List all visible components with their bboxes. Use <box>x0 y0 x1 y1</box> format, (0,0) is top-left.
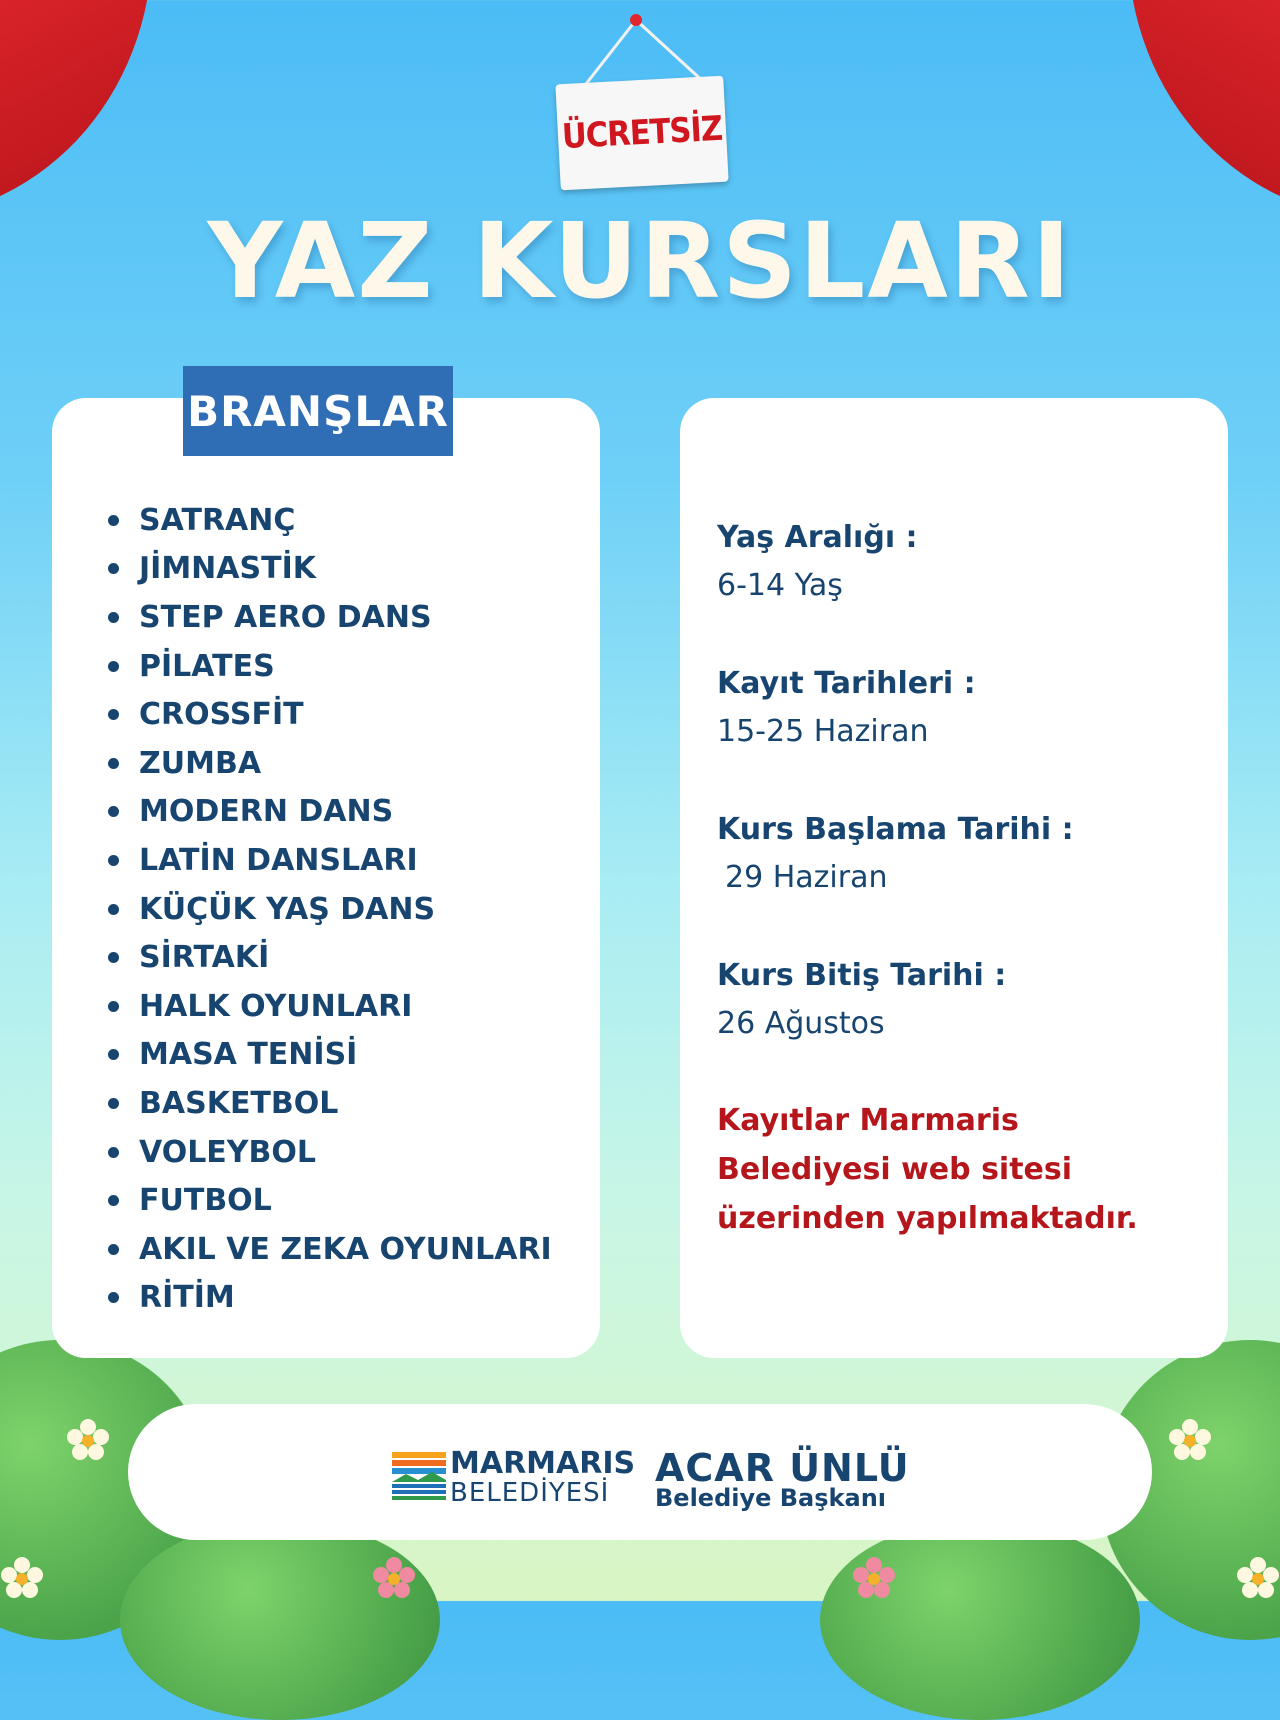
marmaris-logo-icon <box>392 1452 446 1502</box>
registration-block <box>717 660 976 756</box>
logo-name: MARMARIS <box>450 1446 636 1481</box>
branch-item <box>108 545 552 594</box>
right-curtain <box>1092 0 1280 217</box>
age-value: 6-14 Yaş <box>717 568 843 603</box>
bullet-icon <box>108 1147 119 1158</box>
bullet-icon <box>108 758 119 769</box>
branches-list <box>108 496 552 1322</box>
bullet-icon <box>108 709 119 720</box>
branch-item <box>108 836 552 885</box>
branches-header-label: BRANŞLAR <box>187 386 449 436</box>
branch-label: PİLATES <box>139 648 275 684</box>
flower-icon <box>372 1556 416 1600</box>
branch-item <box>108 642 552 691</box>
flower-icon <box>1168 1418 1212 1462</box>
logo-subtitle: BELEDİYESİ <box>450 1478 610 1508</box>
page-title: YAZ KURSLARI <box>207 200 1073 322</box>
branch-label: HALK OYUNLARI <box>139 988 413 1024</box>
branch-label: JİMNASTİK <box>139 551 316 587</box>
left-curtain <box>0 0 188 217</box>
end-block <box>717 952 1006 1048</box>
branch-item <box>108 1176 552 1225</box>
bullet-icon <box>108 1098 119 1109</box>
branch-label: VOLEYBOL <box>139 1134 317 1170</box>
branch-item <box>108 496 552 545</box>
registration-notice: Kayıtlar Marmaris Belediyesi web sitesi üzerinden yapılmaktadır. <box>717 1103 1138 1236</box>
mayor-title: Belediye Başkanı <box>655 1484 886 1512</box>
branch-item <box>108 690 552 739</box>
flower-icon <box>0 1556 44 1600</box>
bullet-icon <box>108 806 119 817</box>
bullet-icon <box>108 563 119 574</box>
bullet-icon <box>108 1195 119 1206</box>
bullet-icon <box>108 1292 119 1303</box>
branch-label: MASA TENİSİ <box>139 1037 358 1073</box>
bullet-icon <box>108 612 119 623</box>
branch-item <box>108 1225 552 1274</box>
bullet-icon <box>108 1244 119 1255</box>
branches-header <box>183 366 453 456</box>
branch-label: LATİN DANSLARI <box>139 842 418 878</box>
registration-label: Kayıt Tarihleri : <box>717 666 976 701</box>
branch-label: AKIL VE ZEKA OYUNLARI <box>139 1231 552 1267</box>
end-label: Kurs Bitiş Tarihi : <box>717 958 1007 993</box>
mayor-name: ACAR ÜNLÜ <box>655 1446 910 1490</box>
start-value: 29 Haziran <box>725 860 888 895</box>
branch-item <box>108 739 552 788</box>
start-label: Kurs Başlama Tarihi : <box>717 812 1074 847</box>
branch-label: KÜÇÜK YAŞ DANS <box>139 891 436 927</box>
branch-item <box>108 788 552 837</box>
branch-item <box>108 885 552 934</box>
age-label: Yaş Aralığı : <box>717 520 918 555</box>
branch-item <box>108 1031 552 1080</box>
branch-label: RİTİM <box>139 1280 235 1316</box>
branch-item <box>108 593 552 642</box>
branch-item <box>108 1128 552 1177</box>
branch-label: CROSSFİT <box>139 697 304 733</box>
registration-value: 15-25 Haziran <box>717 714 929 749</box>
branch-item <box>108 1274 552 1323</box>
branch-item <box>108 933 552 982</box>
branch-label: BASKETBOL <box>139 1085 339 1121</box>
end-value: 26 Ağustos <box>717 1006 885 1041</box>
branch-label: SATRANÇ <box>139 502 296 538</box>
flower-icon <box>1236 1556 1280 1600</box>
branch-label: FUTBOL <box>139 1183 272 1219</box>
start-block <box>717 806 1074 902</box>
branch-label: STEP AERO DANS <box>139 599 432 635</box>
bullet-icon <box>108 515 119 526</box>
branch-label: SİRTAKİ <box>139 940 270 976</box>
bullet-icon <box>108 1049 119 1060</box>
footer-banner <box>128 1404 1152 1540</box>
age-block <box>717 514 918 610</box>
bottom-bush-right <box>820 1520 1140 1720</box>
bullet-icon <box>108 1001 119 1012</box>
branch-label: ZUMBA <box>139 745 262 781</box>
branch-label: MODERN DANS <box>139 794 394 830</box>
free-sign <box>555 76 728 191</box>
flower-icon <box>852 1556 896 1600</box>
branch-item <box>108 982 552 1031</box>
bullet-icon <box>108 855 119 866</box>
bottom-bush-left <box>120 1520 440 1720</box>
bullet-icon <box>108 904 119 915</box>
bullet-icon <box>108 661 119 672</box>
bullet-icon <box>108 952 119 963</box>
free-sign-label: ÜCRETSİZ <box>560 108 724 158</box>
flower-icon <box>66 1418 110 1462</box>
branch-item <box>108 1079 552 1128</box>
